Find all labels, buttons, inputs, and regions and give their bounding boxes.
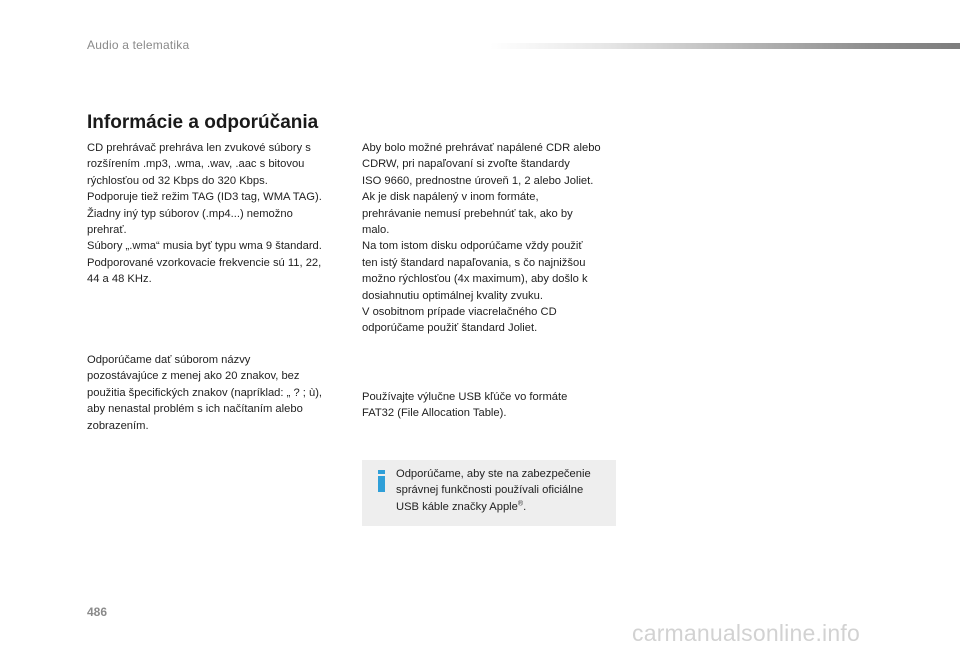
text-line: FAT32 (File Allocation Table). — [362, 407, 507, 420]
right-paragraph-2 — [362, 389, 567, 422]
text-line: Ak je disk napálený v inom formáte, — [362, 191, 539, 204]
text-line: pozostávajúce z menej ako 20 znakov, bez — [87, 370, 300, 383]
text-line: odporúčame použiť štandard Joliet. — [362, 322, 538, 335]
text-line: Podporované vzorkovacie frekvencie sú 11, 22, — [87, 256, 322, 269]
info-box — [362, 460, 616, 526]
header-title: Audio a telematika — [87, 38, 190, 52]
text-line: malo. — [362, 224, 390, 237]
watermark: carmanualsonline.info — [632, 620, 860, 646]
text-line: ISO 9660, prednostne úroveň 1, 2 alebo Joliet. — [362, 174, 594, 187]
info-text — [396, 466, 591, 515]
left-paragraph-1 — [87, 140, 322, 288]
registered-mark: ® — [517, 500, 524, 508]
text-line: CDRW, pri napaľovaní si zvoľte štandardy — [362, 158, 570, 171]
info-text-line: USB káble značky Apple®. — [396, 500, 527, 513]
text-line: V osobitnom prípade viacrelačného CD — [362, 306, 557, 319]
text-line: Žiadny iný typ súborov (.mp4...) nemožno — [87, 207, 293, 220]
text-line: ten istý štandard napaľovania, s čo najnižšou — [362, 256, 586, 269]
text-line: 44 a 48 KHz. — [87, 273, 152, 286]
info-icon — [378, 470, 385, 492]
left-paragraph-2 — [87, 352, 322, 434]
info-text-line: správnej funkčnosti používali oficiálne — [396, 484, 584, 497]
header-decorative-bar — [490, 43, 960, 49]
text-line: Odporúčame dať súborom názvy — [87, 354, 251, 366]
text-line: možno rýchlosťou (4x maximum), aby došlo k — [362, 273, 588, 286]
text-line: Súbory „.wma“ musia byť typu wma 9 štandard. — [87, 240, 322, 253]
section-title: Informácie a odporúčania — [87, 112, 319, 133]
text-line: rýchlosťou od 32 Kbps do 320 Kbps. — [87, 174, 268, 187]
text-line: zobrazením. — [87, 419, 149, 432]
text-line: rozšírením .mp3, .wma, .wav, .aac s bitovou — [87, 158, 305, 171]
text-line: použitia špecifických znakov (napríklad: „ ? ; ù), — [87, 386, 323, 399]
text-line: prehrávanie nemusí prebehnúť tak, ako by — [362, 207, 573, 220]
right-paragraph-1 — [362, 140, 601, 337]
text-line: dosiahnutiu optimálnej kvality zvuku. — [362, 289, 543, 302]
text-line: aby nenastal problém s ich načítaním alebo — [87, 403, 303, 416]
page-number: 486 — [87, 605, 108, 619]
text-line: Používajte výlučne USB kľúče vo formáte — [362, 391, 568, 403]
text-line: prehrať. — [87, 224, 127, 237]
text-line: CD prehrávač prehráva len zvukové súbory s — [87, 142, 311, 154]
text-line: Aby bolo možné prehrávať napálené CDR alebo — [362, 142, 601, 154]
info-text-line: Odporúčame, aby ste na zabezpečenie — [396, 468, 591, 480]
text-line: Na tom istom disku odporúčame vždy použiť — [362, 240, 583, 253]
text-line: Podporuje tiež režim TAG (ID3 tag, WMA TAG). — [87, 191, 322, 204]
